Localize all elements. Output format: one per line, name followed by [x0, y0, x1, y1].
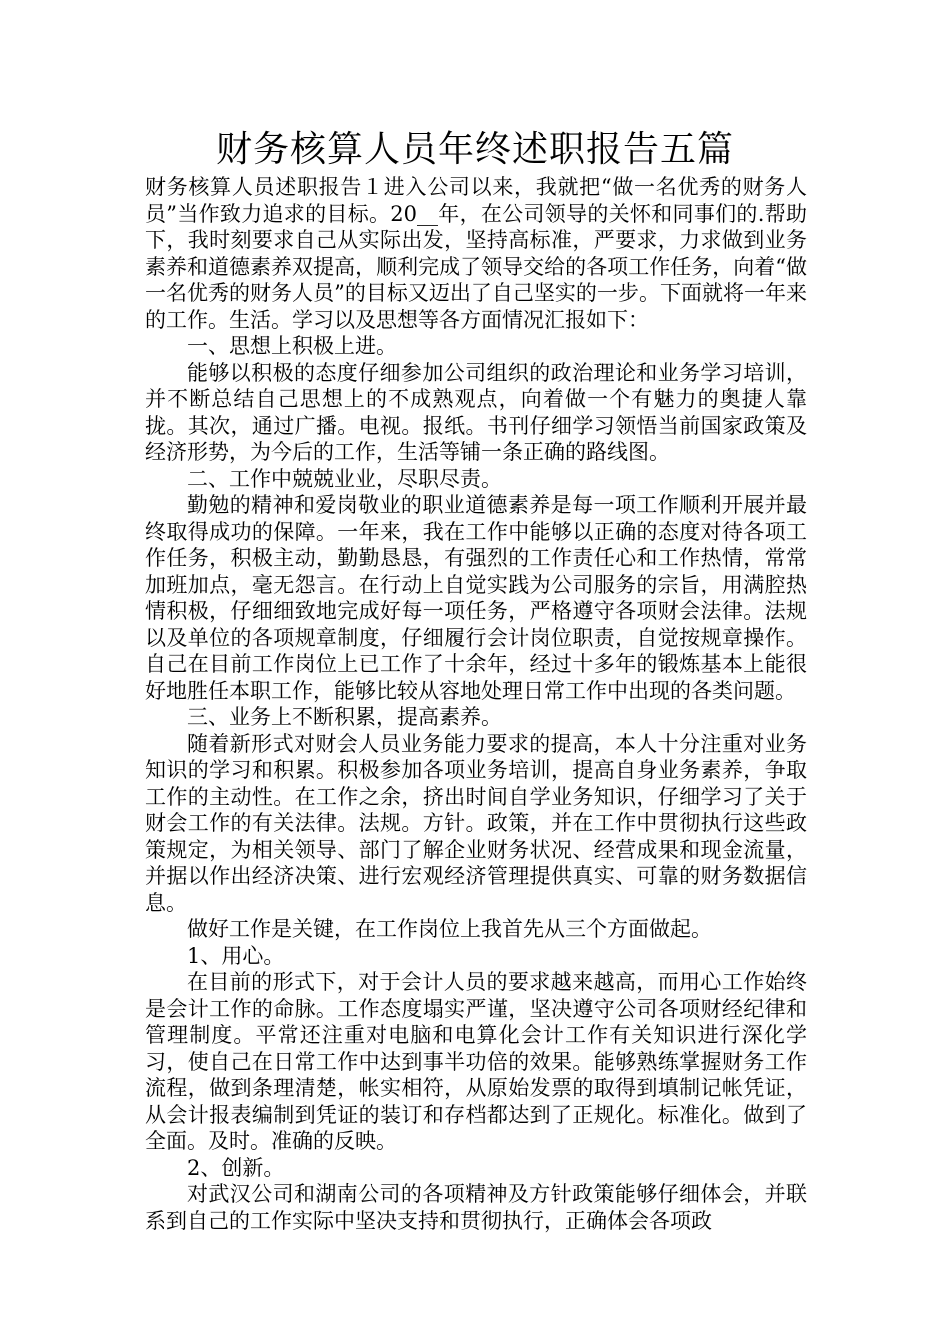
paragraph: 做好工作是关键，在工作岗位上我首先从三个方面做起。: [187, 917, 712, 941]
paragraph: 勤勉的精神和爱岗敬业的职业道德素养是每一项工作顺利开展并最终取得成功的保障。一年来，我在工作中能够以正确的态度对待各项工作任务，积极主动，勤勤恳恳，有强烈的工作责任心和工作热情，常常加班加点，毫无怨言。在行动上自觉实践为公司服务的宗旨，用满腔热情积极，仔细细致地完成好每一项任务，严格遵守各项财会法律。法规以及单位的各项规章制度，仔细履行会计岗位职责，自觉按规章操作。自己在目前工作岗位上已工作了十余年，经过十多年的锻炼基本上能很好地胜任本职工作，能够比较从容地处理日常工作中出现的各类问题。: [145, 493, 807, 703]
subheading-2: 2、创新。: [187, 1155, 285, 1180]
subheading-1: 1、用心。: [187, 943, 285, 968]
paragraph: 能够以积极的态度仔细参加公司组织的政治理论和业务学习培训，并不断总结自己思想上的不成熟观点，向着做一个有魅力的奥捷人靠拢。其次，通过广播。电视。报纸。书刊仔细学习领悟当前国家政策及经济形势，为今后的工作，生活等铺一条正确的路线图。: [145, 360, 807, 464]
section-heading-1: 一、思想上积极上进。: [187, 334, 397, 358]
section-heading-3: 三、业务上不断积累，提高素养。: [187, 705, 502, 729]
document-title: 财务核算人员年终述职报告五篇: [215, 129, 734, 170]
paragraph: 对武汉公司和湖南公司的各项精神及方针政策能够仔细体会，并联系到自己的工作实际中坚决支持和贯彻执行，正确体会各项政: [145, 1182, 807, 1233]
section-heading-2: 二、工作中兢兢业业，尽职尽责。: [187, 466, 502, 491]
paragraph: 在目前的形式下，对于会计人员的要求越来越高，而用心工作始终是会计工作的命脉。工作态度塌实严谨，坚决遵守公司各项财经纪律和管理制度。平常还注重对电脑和电算化会计工作有关知识进行深化学习，使自己在日常工作中达到事半功倍的效果。能够熟练掌握财务工作流程，做到条理清楚，帐实相符，从原始发票的取得到填制记帐凭证，从会计报表编制到凭证的装订和存档都达到了正规化。标准化。做到了全面。及时。准确的反映。: [145, 970, 807, 1153]
paragraph: 随着新形式对财会人员业务能力要求的提高，本人十分注重对业务知识的学习和积累。积极参加各项业务培训，提高自身业务素养，争取工作的主动性。在工作之余，挤出时间自学业务知识，仔细学习了关于财会工作的有关法律。法规。方针。政策，并在工作中贯彻执行这些政策规定，为相关领导、部门了解企业财务状况、经营成果和现金流量，并据以作出经济决策、进行宏观经济管理提供真实、可靠的财务数据信息。: [145, 731, 807, 915]
paragraph-intro: 财务核算人员述职报告１进入公司以来，我就把“做一名优秀的财务人员”当作致力追求的目标。20__年，在公司领导的关怀和同事们的.帮助下，我时刻要求自己从实际出发，坚持高标准，严要求，力求做到业务素养和道德素养双提高，顺利完成了领导交给的各项工作任务，向着“做一名优秀的财务人员”的目标又迈出了自己坚实的一步。下面就将一年来的工作。生活。学习以及思想等各方面情况汇报如下：: [145, 175, 807, 332]
document-body: [145, 174, 807, 1234]
